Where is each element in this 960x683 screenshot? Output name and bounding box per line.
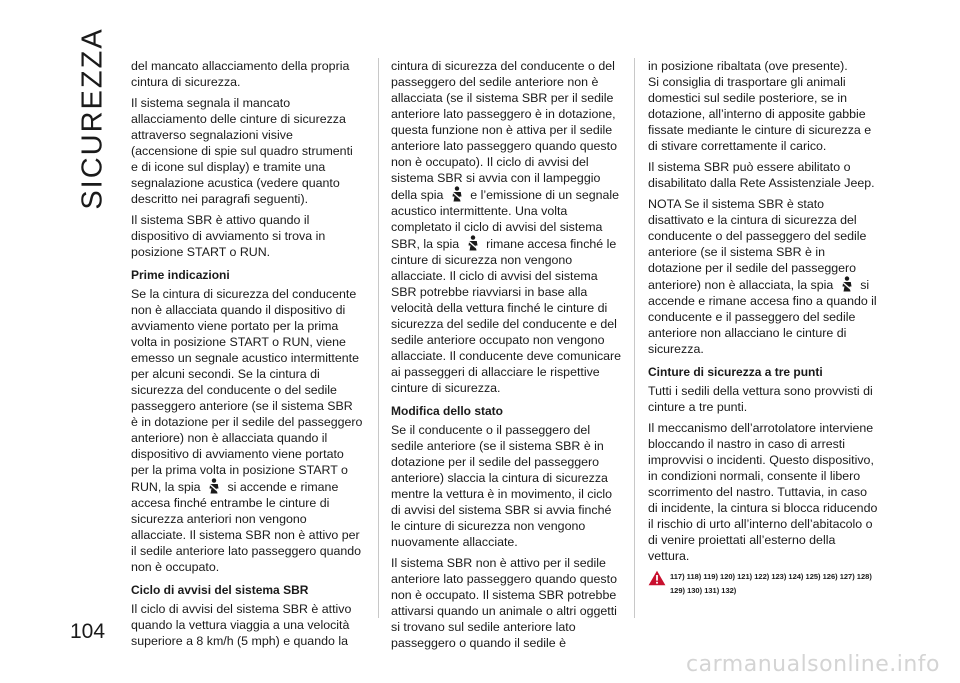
paragraph: in posizione ribaltata (ove presente). bbox=[648, 59, 848, 73]
subheading-modifica-stato: Modifica dello stato bbox=[391, 404, 504, 418]
paragraph: Si consiglia di trasportare gli animali domestici sul sedile posteriore, se in dotazione, all’interno di apposite gabbie fissate mediante le cinture di sicurezza e di stivare correttamente il carico. bbox=[648, 75, 872, 153]
paragraph: Il sistema segnala il mancato allacciamento delle cinture di sicurezza attraverso segnalazioni visive (accensione di spie sul quadro strumenti e di icone sul display) e tramite una segnalazione acustica (vedere quanto descritto nei paragrafi seguenti). bbox=[131, 96, 353, 206]
paragraph: Se il conducente o il passeggero del sedile anteriore (se il sistema SBR è in dotazione per il sedile del passeggero anteriore) slaccia la cintura di sicurezza mentre la vettura è in movimento, il ciclo di avvisi del sistema SBR si avvia finché le cinture di sicurezza non vengono nuovamente allacciate. bbox=[391, 423, 613, 549]
section-title-text: SICUREZZA bbox=[76, 26, 109, 210]
seatbelt-warning-icon bbox=[466, 235, 480, 251]
paragraph-text: NOTA Se il sistema SBR è stato disattivato e la cintura di sicurezza del conducente o del passeggero del sedile anteriore (se il sistema SBR è in dotazione per il sedile del passeggero anteriore) non è allacciata, la spia bbox=[648, 197, 867, 292]
text-column-2 bbox=[391, 58, 623, 656]
text-column-1 bbox=[131, 58, 363, 654]
warning-references bbox=[648, 570, 880, 598]
paragraph: Il meccanismo dell’arrotolatore interviene bloccando il nastro in caso di arresti improvvisi o incidenti. Questo dispositivo, in condizioni normali, consente il libero scorrimento del nastro. Tuttavia, in caso di incidente, la cintura si blocca riducendo il rischio di urto all’interno dell’abitacolo o di venire proiettati all’esterno della vettura. bbox=[648, 421, 878, 563]
paragraph-text: si accende e rimane accesa finché entrambe le cinture di sicurezza anteriori non vengono allacciate. Il sistema SBR non è attivo per il sedile anteriore lato passeggero quando non è occupato. bbox=[131, 480, 362, 574]
column-divider bbox=[634, 58, 635, 618]
paragraph-text: cintura di sicurezza del conducente o del passeggero del sedile anteriore non è allacciata (se il sistema SBR per il sedile anteriore lato passeggero è in dotazione, questa funzione non è attiva per il sedile anteriore lato passeggero quando questo non è occupato). Il ciclo di avvisi del sistema SBR si avvia con il lampeggio della spia bbox=[391, 59, 617, 202]
paragraph-text: rimane accesa finché le cinture di sicurezza non vengono allacciate. Il ciclo di avvisi del sistema SBR potrebbe riavviarsi in base alla velocità della vettura finché le cinture di sicurezza del sedile del conducente e del sedile anteriore occupato non vengono allacciate. Il conducente deve comunicare ai passeggeri di allacciare le rispettive cinture di sicurezza. bbox=[391, 237, 622, 395]
paragraph: Il sistema SBR può essere abilitato o disabilitato dalla Rete Assistenziale Jeep. bbox=[648, 160, 875, 190]
subheading-cinture-tre-punti: Cinture di sicurezza a tre punti bbox=[648, 365, 823, 379]
subheading-ciclo-avvisi: Ciclo di avvisi del sistema SBR bbox=[131, 583, 309, 597]
paragraph-text: e l’emissione di un segnale acustico intermittente. Una volta completato il ciclo di avvisi del sistema SBR, la spia bbox=[391, 188, 620, 251]
page-number: 104 bbox=[70, 620, 106, 643]
watermark: carmanualsonline.info bbox=[686, 652, 940, 677]
note-paragraph bbox=[648, 196, 880, 357]
paragraph: Il ciclo di avvisi del sistema SBR è attivo quando la vettura viaggia a una velocità superiore a 8 km/h (5 mph) e quando la bbox=[131, 602, 352, 648]
subheading-prime-indicazioni: Prime indicazioni bbox=[131, 268, 230, 282]
seatbelt-warning-icon bbox=[840, 276, 854, 292]
warning-triangle-icon bbox=[648, 570, 666, 586]
seatbelt-warning-icon bbox=[207, 478, 221, 494]
paragraph: del mancato allacciamento della propria cintura di sicurezza. bbox=[131, 59, 350, 89]
paragraph: Il sistema SBR è attivo quando il dispositivo di avviamento si trova in posizione START o RUN. bbox=[131, 213, 326, 259]
paragraph bbox=[131, 286, 363, 575]
paragraph-text: Se la cintura di sicurezza del conducente non è allacciata quando il dispositivo di avviamento viene portato per la prima volta in posizione START o RUN, viene emesso un segnale acustico intermittente per alcuni secondi. Se la cintura di sicurezza del conducente o del sedile passeggero anteriore (se il sistema SBR è in dotazione per il sedile del passeggero anteriore) non è allacciata quando il dispositivo di avviamento viene portato per la prima volta in posizione START o RUN, la spia bbox=[131, 287, 363, 494]
paragraph-text: si accende e rimane accesa fino a quando il conducente e il passeggero del sedile anteriore non allacciano le cinture di sicurezza. bbox=[648, 278, 877, 356]
paragraph: Il sistema SBR non è attivo per il sedile anteriore lato passeggero quando questo non è occupato. Il sistema SBR potrebbe attivarsi quando un animale o altri oggetti si trovano sul sedile anteriore lato passeggero o quando il sedile è bbox=[391, 556, 617, 650]
text-column-3 bbox=[648, 58, 880, 598]
section-title bbox=[58, 26, 128, 210]
paragraph: Tutti i sedili della vettura sono provvisti di cinture a tre punti. bbox=[648, 384, 873, 414]
column-divider bbox=[378, 58, 379, 618]
paragraph bbox=[391, 58, 623, 396]
warning-reference-list: 117) 118) 119) 120) 121) 122) 123) 124) 125) 126) 127) 128) 129) 130) 131) 132) bbox=[670, 572, 872, 595]
seatbelt-warning-icon bbox=[450, 186, 464, 202]
